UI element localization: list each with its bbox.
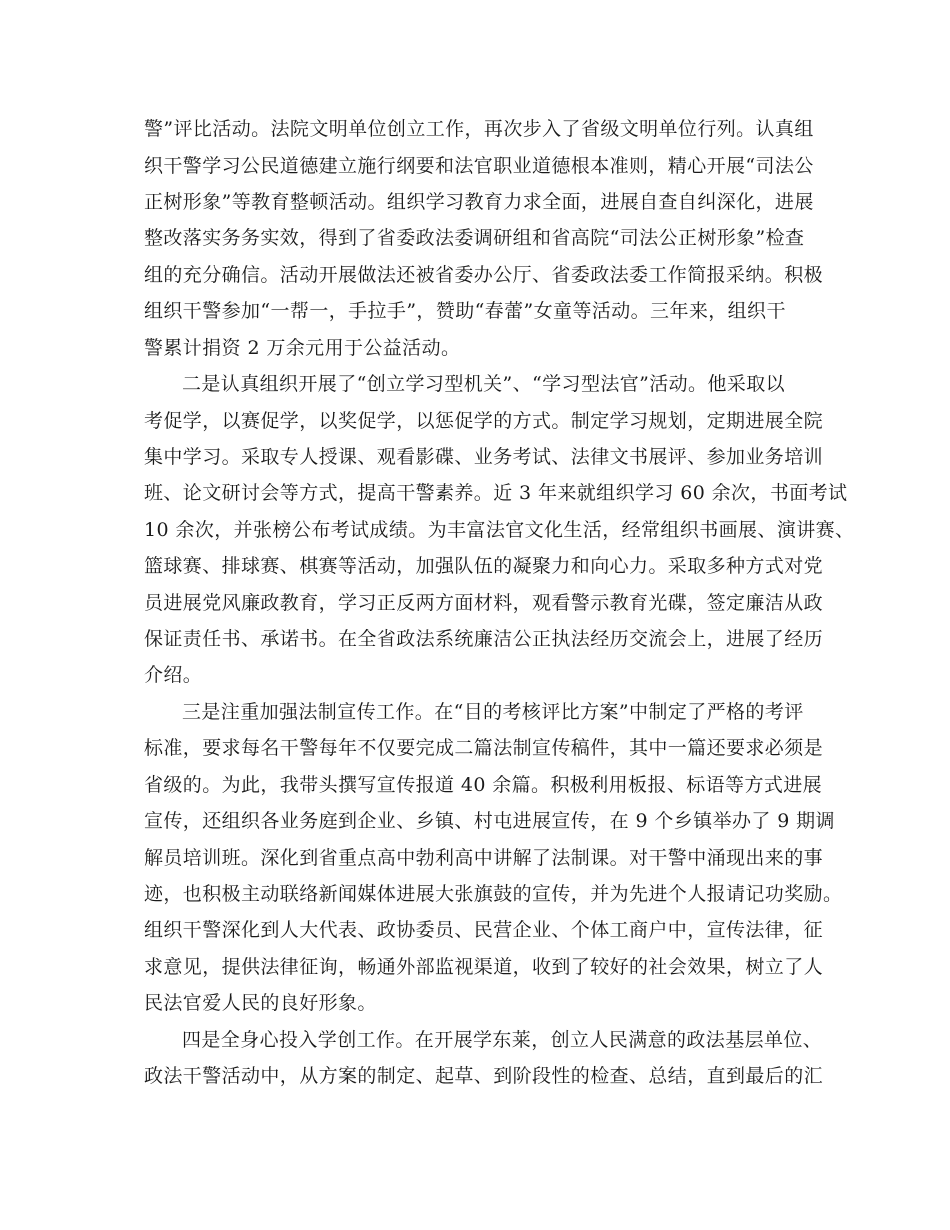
text-line: 考促学，以赛促学，以奖促学，以惩促学的方式。制定学习规划，定期进展全院: [144, 410, 824, 432]
text-line: 集中学习。采取专人授课、观看影碟、业务考试、法律文书展评、参加业务培训: [144, 446, 824, 468]
text-line: 篮球赛、排球赛、棋赛等活动，加强队伍的凝聚力和向心力。采取多种方式对党: [144, 555, 824, 577]
text-line: 迹，也积极主动联络新闻媒体进展大张旗鼓的宣传，并为先进个人报请记功奖励。: [144, 883, 843, 905]
text-line: 求意见，提供法律征询，畅通外部监视渠道，收到了较好的社会效果，树立了人: [144, 956, 824, 978]
text-line: 警累计捐资 2 万余元用于公益活动。: [144, 337, 461, 359]
text-line: 组的充分确信。活动开展做法还被省委办公厅、省委政法委工作简报采纳。积极: [144, 264, 824, 286]
text-line: 保证责任书、承诺书。在全省政法系统廉洁公正执法经历交流会上，进展了经历: [144, 628, 824, 650]
text-line: 解员培训班。深化到省重点高中勃利高中讲解了法制课。对干警中涌现出来的事: [144, 847, 824, 869]
text-line: 正树形象”等教育整顿活动。组织学习教育力求全面，进展自查自纠深化，进展: [144, 191, 814, 213]
text-line: 员进展党风廉政教育，学习正反两方面材料，观看警示教育光碟，签定廉洁从政: [144, 592, 824, 614]
text-line: 介绍。: [144, 664, 203, 686]
text-line: 民法官爱人民的良好形象。: [144, 992, 377, 1014]
text-line: 班、论文研讨会等方式，提高干警素养。近 3 年来就组织学习 60 余次，书面考试: [144, 482, 848, 504]
text-line: 整改落实务务实效，得到了省委政法委调研组和省高院“司法公正树形象”检查: [144, 227, 805, 249]
text-line: 10 余次，并张榜公布考试成绩。为丰富法官文化生活，经常组织书画展、演讲赛、: [144, 519, 855, 541]
text-line: 政法干警活动中，从方案的制定、起草、到阶段性的检查、总结，直到最后的汇: [144, 1065, 824, 1087]
text-line: 宣传，还组织各业务庭到企业、乡镇、村屯进展宣传，在 9 个乡镇举办了 9 期调: [144, 810, 835, 832]
text-line: 组织干警深化到人大代表、政协委员、民营企业、个体工商户中，宣传法律，征: [144, 919, 824, 941]
text-line: 标准，要求每名干警每年不仅要完成二篇法制宣传稿件，其中一篇还要求必须是: [144, 737, 824, 759]
paragraph-start-line: 二是认真组织开展了“创立学习型机关”、“学习型法官”活动。他采取以: [182, 373, 786, 395]
text-line: 省级的。为此，我带头撰写宣传报道 40 余篇。积极利用板报、标语等方式进展: [144, 774, 823, 796]
paragraph-start-line: 三是注重加强法制宣传工作。在“目的考核评比方案”中制定了严格的考评: [182, 701, 804, 723]
text-line: 组织干警参加“一帮一，手拉手”，赞助“春蕾”女童等活动。三年来，组织干: [144, 300, 786, 322]
text-line: 警”评比活动。法院文明单位创立工作，再次步入了省级文明单位行列。认真组: [144, 118, 814, 140]
paragraph-start-line: 四是全身心投入学创工作。在开展学东莱，创立人民满意的政法基层单位、: [182, 1029, 823, 1051]
text-line: 织干警学习公民道德建立施行纲要和法官职业道德根本准则，精心开展“司法公: [144, 155, 814, 177]
